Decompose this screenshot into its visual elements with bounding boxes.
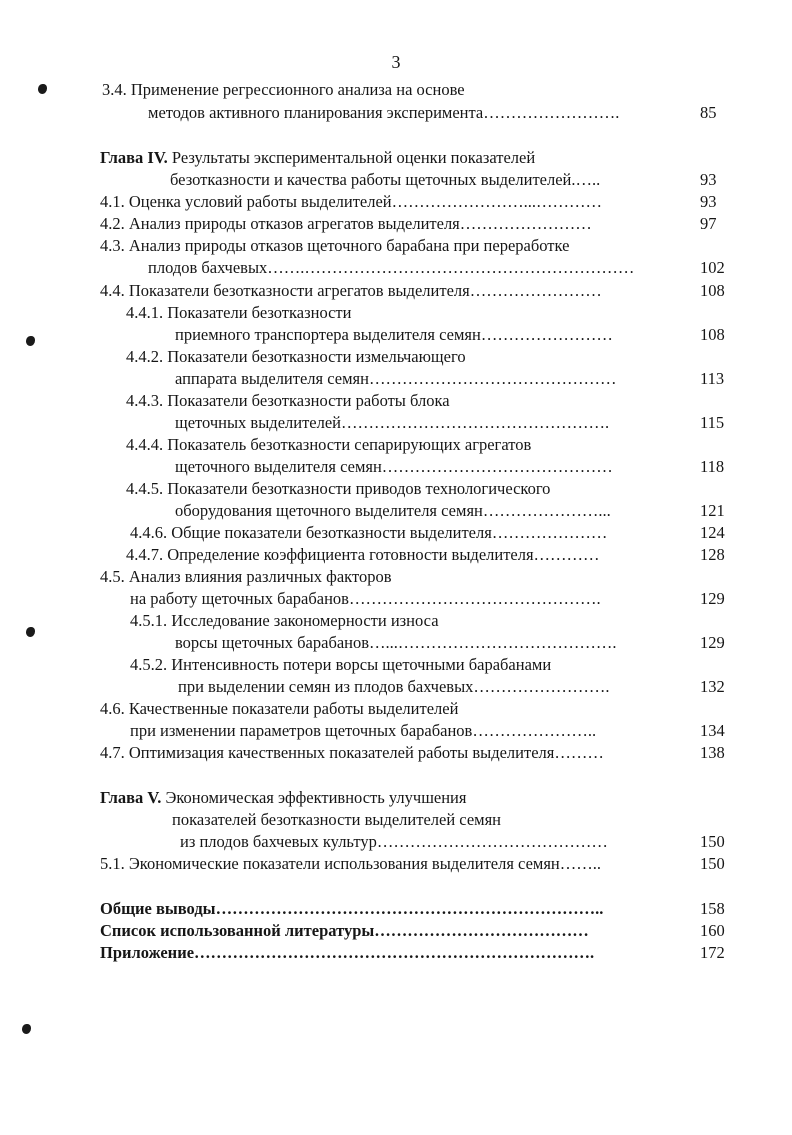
toc-entry-page: 160 xyxy=(700,921,725,940)
toc-entry-title: 4.4.7. Определение коэффициента готовности выделителя………… xyxy=(126,545,600,564)
toc-entry-page: 102 xyxy=(700,258,725,277)
toc-entry-page: 138 xyxy=(700,743,725,762)
toc-entry xyxy=(0,102,792,124)
toc-entry-title: Приложение………………………………………………………………. xyxy=(100,943,595,962)
toc-entry xyxy=(0,456,792,478)
toc-entry-page: 93 xyxy=(700,170,717,189)
toc-entry-title: 4.2. Анализ природы отказов агрегатов выделителя…………………… xyxy=(100,214,592,233)
toc-entry xyxy=(0,257,792,279)
toc-entry-title: оборудования щеточного выделителя семян…………………... xyxy=(175,501,611,520)
toc-entry xyxy=(0,368,792,390)
toc-entry-page: 128 xyxy=(700,545,725,564)
toc-entry-page: 108 xyxy=(700,325,725,344)
toc-entry xyxy=(0,434,792,456)
toc-entry xyxy=(0,588,792,610)
toc-entry-title: 3.4. Применение регрессионного анализа на основе xyxy=(102,80,465,99)
toc-entry-page: 85 xyxy=(700,103,717,122)
toc-entry-backmatter xyxy=(0,920,792,942)
toc-entry-title: 4.6. Качественные показатели работы выделителей xyxy=(100,699,459,718)
toc-entry xyxy=(0,390,792,412)
toc-entry-page: 108 xyxy=(700,281,725,300)
toc-entry xyxy=(0,853,792,875)
toc-entry-page: 124 xyxy=(700,523,725,542)
toc-entry xyxy=(0,500,792,522)
toc-entry xyxy=(0,478,792,500)
page-number: 3 xyxy=(391,52,401,72)
toc-entry-title: 4.1. Оценка условий работы выделителей……………………...………… xyxy=(100,192,603,211)
toc-entry-title: аппарата выделителя семян……………………………………… xyxy=(175,369,617,388)
toc-entry-page: 121 xyxy=(700,501,725,520)
toc-entry-title: 4.4.3. Показатели безотказности работы блока xyxy=(126,391,450,410)
toc-entry-title: щеточного выделителя семян…………………………………… xyxy=(175,457,613,476)
toc-entry-title: 4.4.5. Показатели безотказности приводов технологического xyxy=(126,479,551,498)
toc-entry xyxy=(0,654,792,676)
toc-entry xyxy=(0,280,792,302)
toc-entry-title: при выделении семян из плодов бахчевых……………………. xyxy=(178,677,610,696)
toc-entry-page: 97 xyxy=(700,214,717,233)
toc-entry-page: 158 xyxy=(700,899,725,918)
toc-entry xyxy=(0,610,792,632)
toc-entry-title: 4.4.1. Показатели безотказности xyxy=(126,303,352,322)
toc-entry xyxy=(0,213,792,235)
toc-entry-title: 4.5.2. Интенсивность потери ворсы щеточными барабанами xyxy=(130,655,552,674)
toc-entry-page: 129 xyxy=(700,589,725,608)
toc-entry-page: 134 xyxy=(700,721,725,740)
toc-entry-page: 115 xyxy=(700,413,725,432)
toc-entry xyxy=(0,742,792,764)
toc-entry-title: методов активного планирования эксперимента……………………. xyxy=(148,103,620,122)
toc-entry-title: 4.5. Анализ влияния различных факторов xyxy=(100,567,392,586)
toc-entry-title: приемного транспортера выделителя семян…………………… xyxy=(175,325,613,344)
toc-entry-title xyxy=(100,147,535,169)
toc-entry xyxy=(0,522,792,544)
toc-entry-title: щеточных выделителей…………………………………………. xyxy=(175,413,610,432)
chapter-title: Экономическая эффективность улучшения xyxy=(161,788,467,807)
toc-entry-title: 4.4.2. Показатели безотказности измельчающего xyxy=(126,347,466,366)
toc-entry xyxy=(0,831,792,853)
toc-entry-page: 93 xyxy=(700,192,717,211)
toc-entry-page: 113 xyxy=(700,369,725,388)
toc-entry xyxy=(0,79,792,101)
toc-entry xyxy=(0,235,792,257)
toc-entry-title xyxy=(100,787,466,809)
toc-entry xyxy=(0,169,792,191)
toc-entry-title: 4.7. Оптимизация качественных показателей работы выделителя……… xyxy=(100,743,604,762)
toc-entry-page: 132 xyxy=(700,677,725,696)
toc-entry-title: 4.4. Показатели безотказности агрегатов выделителя…………………… xyxy=(100,281,602,300)
chapter-title: Результаты экспериментальной оценки показателей xyxy=(167,148,536,167)
toc-entry-title: при изменении параметров щеточных барабанов………………….. xyxy=(130,721,597,740)
toc-entry xyxy=(0,346,792,368)
toc-entry xyxy=(0,302,792,324)
toc-entry-title: 5.1. Экономические показатели использования выделителя семян…….. xyxy=(100,854,602,873)
toc-entry-title: плодов бахчевых…….…………………………………………………… xyxy=(148,258,635,277)
toc-entry-page: 172 xyxy=(700,943,725,962)
toc-entry xyxy=(0,191,792,213)
toc-entry-page: 150 xyxy=(700,832,725,851)
toc-entry-title: ворсы щеточных барабанов…...…………………………………. xyxy=(175,633,617,652)
toc-entry xyxy=(0,412,792,434)
toc-entry xyxy=(0,676,792,698)
chapter-label: Глава IV. xyxy=(100,148,168,167)
toc-entry-page: 118 xyxy=(700,457,725,476)
toc-entry-page: 129 xyxy=(700,633,725,652)
toc-entry xyxy=(0,566,792,588)
toc-entry-title: Список использованной литературы………………………………… xyxy=(100,921,589,940)
toc-entry-backmatter xyxy=(0,942,792,964)
toc-entry xyxy=(0,720,792,742)
toc-entry-backmatter xyxy=(0,898,792,920)
toc-entry-title: на работу щеточных барабанов………………………………………. xyxy=(130,589,601,608)
toc-entry-chapter xyxy=(0,787,792,809)
toc-entry-page: 150 xyxy=(700,854,725,873)
chapter-label: Глава V. xyxy=(100,788,162,807)
toc-entry-title: безотказности и качества работы щеточных выделителей.….. xyxy=(170,170,601,189)
toc-entry-title: 4.4.6. Общие показатели безотказности выделителя………………… xyxy=(130,523,608,542)
toc-entry-title: показателей безотказности выделителей семян xyxy=(172,810,502,829)
toc-entry-title: 4.5.1. Исследование закономерности износа xyxy=(130,611,439,630)
toc-entry-title: 4.3. Анализ природы отказов щеточного барабана при переработке xyxy=(100,236,570,255)
toc-entry xyxy=(0,698,792,720)
toc-entry-chapter xyxy=(0,147,792,169)
toc-entry-title: 4.4.4. Показатель безотказности сепарирующих агрегатов xyxy=(126,435,532,454)
toc-entry xyxy=(0,809,792,831)
toc-entry xyxy=(0,632,792,654)
toc-entry xyxy=(0,324,792,346)
toc-entry-title: Общие выводы…………………………………………………………….. xyxy=(100,899,604,918)
scan-speck xyxy=(22,1024,31,1034)
toc-entry xyxy=(0,544,792,566)
toc-entry-title: из плодов бахчевых культур…………………………………… xyxy=(180,832,608,851)
